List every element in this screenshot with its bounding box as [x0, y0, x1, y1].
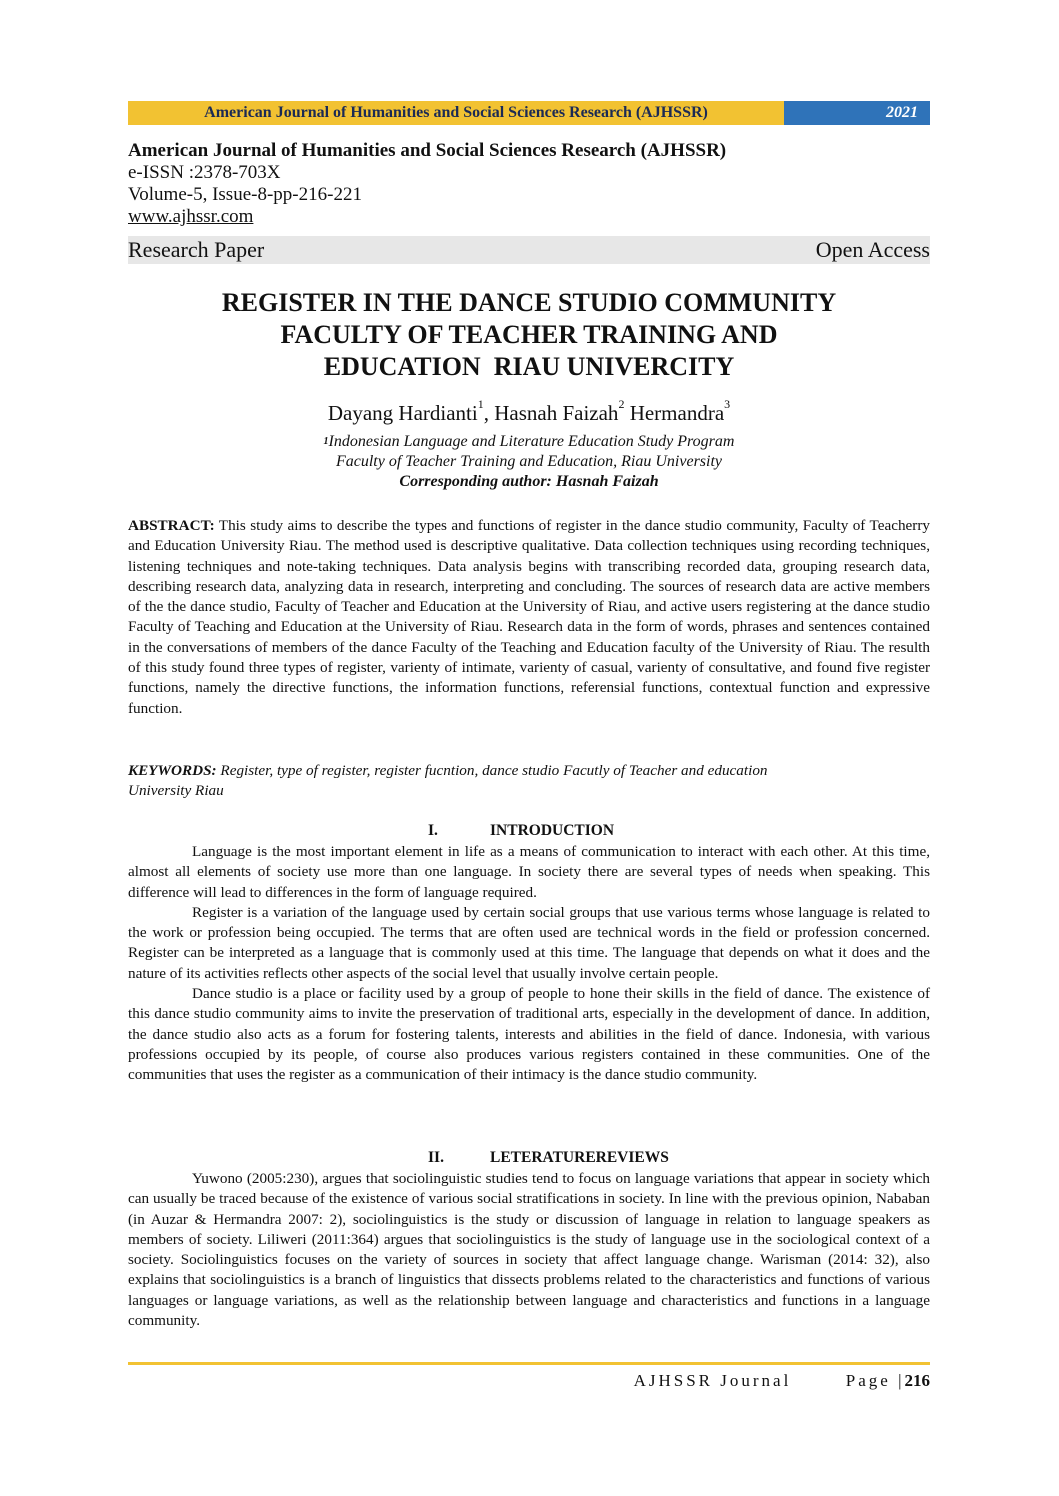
page-footer [128, 1371, 930, 1391]
section-2-title: LETERATUREREVIEWS [490, 1149, 669, 1166]
keywords [128, 761, 828, 801]
paper-type-bar [128, 236, 930, 264]
section-1-paragraph: Register is a variation of the language used by certain social groups that use various terms whose language is related to the work or profession being occupied. The terms that are often used are technical words in the field or profession concerned. Register can be interpreted as a language that is commonly used at this time. The language that depends on what it does and the nature of its activities reflects other aspects of the social level that usually involve certain people. [128, 903, 930, 982]
footer-page-label: Page | [845, 1371, 905, 1390]
author-list [128, 397, 930, 426]
keywords-label: KEYWORDS: [128, 762, 217, 779]
abstract-text: This study aims to describe the types and functions of register in the dance studio community, Faculty of Teacherry and Education University Riau. The method used is descriptive qualitative. Data collection techniques using recording techniques, listening techniques and note-taking techniques. Data analysis begins with transcribing recorded data, grouping research data, describing research data, analyzing data in research, interpreting and concluding. The sources of research data are active members of the the dance studio, Faculty of Teacher and Education at the University of Riau, and active users registering at the dance studio Faculty of Teaching and Education at the University of Riau. Research data in the form of words, phrases and sentences contained in the conversations of members of the dance Faculty of the Teaching and Education faculty of the University of Riau. The resulth of this study found three types of register, varienty of intimate, varienty of casual, varienty of consultative, and found five register functions, namely the directive functions, the information functions, referensial functions, contextual function and expressive function. [128, 517, 930, 717]
footer-rule [128, 1362, 930, 1365]
meta-issn: e-ISSN :2378-703X [128, 162, 281, 183]
title-line-1: REGISTER IN THE DANCE STUDIO COMMUNITY [221, 288, 837, 317]
section-1-paragraph: Dance studio is a place or facility used by a group of people to hone their skills in the field of dance. The existence of this dance studio community aims to invite the preservation of traditional arts, especially in the development of dance. In addition, the dance studio also acts as a forum for fostering talents, interests and abilities in the field of dance. Indonesia, with various professions occupied by its people, of course also produces various registers contained in these communities. One of the communities that uses the register as a communication of their intimacy is the dance studio community. [128, 985, 930, 1084]
access-label: Open Access [815, 237, 930, 262]
affiliation-block [128, 432, 930, 492]
banner-year: 2021 [784, 101, 930, 125]
author-3-sup: 3 [724, 397, 731, 411]
author-separator: , [483, 401, 495, 425]
paper-type-label: Research Paper [128, 237, 265, 262]
abstract-label: ABSTRACT: [128, 517, 215, 534]
banner-journal-name: American Journal of Humanities and Social Sciences Research (AJHSSR) [128, 101, 784, 125]
keywords-text: Register, type of register, register fucntion, dance studio Facutly of Teacher and education University Riau [128, 762, 768, 799]
author-1-sup: 1 [477, 397, 484, 411]
author-2-sup: 2 [618, 397, 625, 411]
abstract [128, 516, 930, 719]
section-1-paragraph: Language is the most important element in life as a means of communication to interact with each other. At this time, almost all elements of society use more than one language. In society there are several types of needs when speaking. This difference will lead to differences in the form of language required. [128, 843, 930, 901]
author-3: Hermandra [624, 401, 725, 425]
section-2-number: II. [428, 1149, 444, 1166]
meta-journal-name: American Journal of Humanities and Social Sciences Research (AJHSSR) [128, 140, 727, 161]
title-line-3: EDUCATION RIAU UNIVERCITY [323, 352, 735, 381]
title-line-2: FACULTY OF TEACHER TRAINING AND [280, 320, 778, 349]
journal-meta [128, 140, 930, 228]
journal-banner [128, 101, 930, 125]
section-1-title: INTRODUCTION [490, 822, 615, 839]
section-2-body [128, 1169, 930, 1331]
section-2-paragraph: Yuwono (2005:230), argues that sociolinguistic studies tend to focus on language variations that appear in society which can usually be traced because of the existence of various social stratifications in society. In line with the previous opinion, Nababan (in Auzar & Hermandra 2007: 2), sociolinguistics is the study or discussion of language in relation to language speakers as members of society. Liliweri (2011:364) argues that sociolinguistics is the study of language use in the sociological context of a society. Sociolinguistics focuses on the variety of sources in society that affect language change. Warisman (2014: 32), also explains that sociolinguistics is a branch of linguistics that dissects problems related to the characteristics and functions of various languages or language variations, as well as the relationship between language and characteristics and functions in a language community. [128, 1170, 930, 1330]
meta-website-link[interactable]: www.ajhssr.com [128, 206, 254, 227]
affiliation-sup: 1 [323, 436, 329, 447]
affiliation-line-2: Faculty of Teacher Training and Education, Riau University [335, 453, 723, 470]
paper-title [128, 287, 930, 383]
footer-journal: AJHSSR Journal [633, 1371, 792, 1390]
meta-volume: Volume-5, Issue-8-pp-216-221 [128, 184, 362, 205]
corresponding-author: Corresponding author: Hasnah Faizah [399, 473, 659, 490]
footer-page-number: 216 [904, 1371, 930, 1390]
author-2: Hasnah Faizah [494, 401, 619, 425]
section-1-body [128, 842, 930, 1086]
author-1: Dayang Hardianti [327, 401, 478, 425]
affiliation-line-1: Indonesian Language and Literature Education Study Program [328, 433, 735, 450]
section-1-number: I. [428, 822, 438, 839]
